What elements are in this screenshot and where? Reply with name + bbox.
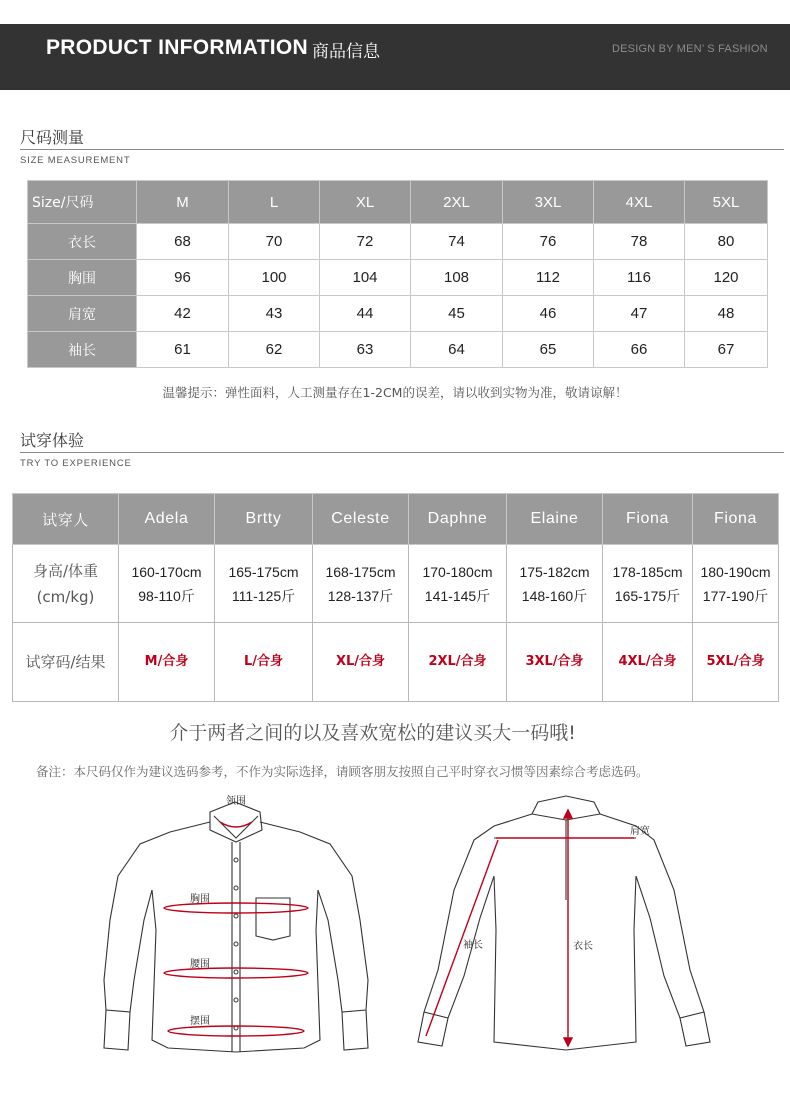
table-cell: 100	[229, 260, 320, 296]
chest-label: 胸围	[190, 894, 210, 905]
height-value: 165-175cm	[228, 563, 299, 580]
table-row	[28, 260, 768, 296]
table-cell: 76	[503, 224, 594, 260]
table-row	[28, 224, 768, 260]
row-label-shoulder: 肩宽	[28, 296, 137, 332]
height-value: 160-170cm	[131, 563, 202, 580]
page-title-cn: 商品信息	[312, 42, 380, 62]
hem-label: 摆围	[190, 1016, 210, 1027]
table-cell	[215, 545, 313, 623]
weight-value: 128-137斤	[327, 587, 394, 604]
try-section-title: 试穿体验	[20, 431, 85, 450]
try-table-header	[13, 494, 779, 545]
size-advice: 介于两者之间的以及喜欢宽松的建议买大一码哦!	[169, 722, 576, 744]
try-table-corner: 试穿人	[13, 494, 119, 545]
fit-result: XL/合身	[313, 623, 409, 702]
size-header-2xl: 2XL	[411, 181, 503, 224]
table-cell: 46	[503, 296, 594, 332]
height-value: 170-180cm	[422, 563, 493, 580]
back-measure-lines	[426, 810, 634, 1046]
table-cell	[119, 545, 215, 623]
table-cell	[409, 545, 507, 623]
table-cell: 70	[229, 224, 320, 260]
height-value: 175-182cm	[519, 563, 590, 580]
table-cell: 45	[411, 296, 503, 332]
table-cell: 74	[411, 224, 503, 260]
page-title: PRODUCT INFORMATION	[46, 36, 308, 59]
table-cell	[313, 545, 409, 623]
table-cell: 112	[503, 260, 594, 296]
table-cell: 80	[685, 224, 768, 260]
height-value: 180-190cm	[700, 563, 771, 580]
size-header-3xl: 3XL	[503, 181, 594, 224]
table-cell: 61	[137, 332, 229, 368]
row-label-length: 衣长	[28, 224, 137, 260]
row-label-height-weight	[13, 545, 119, 623]
size-section-divider	[20, 149, 784, 150]
table-cell: 64	[411, 332, 503, 368]
size-table-header	[28, 181, 768, 224]
table-cell: 120	[685, 260, 768, 296]
table-cell: 67	[685, 332, 768, 368]
fit-result: M/合身	[119, 623, 215, 702]
table-cell: 108	[411, 260, 503, 296]
table-cell: 66	[594, 332, 685, 368]
table-cell: 72	[320, 224, 411, 260]
row-label-line: 身高/体重	[32, 561, 99, 580]
person-name: Elaine	[507, 494, 603, 545]
size-table	[27, 180, 768, 368]
person-name: Brtty	[215, 494, 313, 545]
person-name: Fiona	[693, 494, 779, 545]
person-name: Daphne	[409, 494, 507, 545]
weight-value: 141-145斤	[424, 587, 491, 604]
table-cell: 42	[137, 296, 229, 332]
collar-label: 领围	[226, 796, 246, 807]
person-name: Celeste	[313, 494, 409, 545]
table-cell	[693, 545, 779, 623]
row-label-sleeve: 袖长	[28, 332, 137, 368]
table-cell: 47	[594, 296, 685, 332]
table-cell: 96	[137, 260, 229, 296]
weight-value: 177-190斤	[702, 587, 769, 604]
table-row	[13, 623, 779, 702]
brand-tagline: DESIGN BY MEN’ S FASHION	[612, 43, 768, 55]
table-cell: 116	[594, 260, 685, 296]
size-header-4xl: 4XL	[594, 181, 685, 224]
height-value: 168-175cm	[325, 563, 396, 580]
person-name: Adela	[119, 494, 215, 545]
size-header-xl: XL	[320, 181, 411, 224]
table-cell: 48	[685, 296, 768, 332]
weight-value: 165-175斤	[614, 587, 681, 604]
table-cell: 63	[320, 332, 411, 368]
table-row	[28, 296, 768, 332]
front-measure-lines	[164, 822, 308, 1036]
table-cell: 65	[503, 332, 594, 368]
table-cell: 68	[137, 224, 229, 260]
fit-result: 4XL/合身	[603, 623, 693, 702]
size-table-corner: Size/尺码	[28, 181, 137, 224]
waist-label: 腰围	[190, 959, 210, 970]
person-name: Fiona	[603, 494, 693, 545]
size-header-5xl: 5XL	[685, 181, 768, 224]
row-label-chest: 胸围	[28, 260, 137, 296]
weight-value: 111-125斤	[231, 587, 296, 604]
height-value: 178-185cm	[612, 563, 683, 580]
size-header-l: L	[229, 181, 320, 224]
measurement-note: 温馨提示：弹性面料，人工测量存在1-2CM的误差，请以收到实物为准，敬请谅解！	[162, 385, 628, 400]
shoulder-label: 肩宽	[630, 826, 650, 837]
table-cell: 104	[320, 260, 411, 296]
try-section-subtitle: TRY TO EXPERIENCE	[20, 458, 132, 469]
shirt-measurement-diagram	[0, 780, 790, 1118]
sizing-remark: 备注：本尺码仅作为建议选码参考，不作为实际选择，请顾客朋友按照自己平时穿衣习惯等因素综合考虑选码。	[36, 764, 649, 779]
weight-value: 148-160斤	[521, 587, 588, 604]
shirt-front-illustration	[104, 802, 368, 1052]
fit-result: 5XL/合身	[693, 623, 779, 702]
fit-result: L/合身	[215, 623, 313, 702]
try-on-table	[12, 493, 779, 702]
table-row	[13, 545, 779, 623]
table-cell: 44	[320, 296, 411, 332]
sleeve-label: 袖长	[463, 940, 483, 951]
shirt-front-buttons	[234, 858, 238, 1030]
fit-result: 2XL/合身	[409, 623, 507, 702]
table-cell	[603, 545, 693, 623]
size-section-subtitle: SIZE MEASUREMENT	[20, 155, 131, 166]
length-label: 衣长	[573, 941, 593, 952]
size-section-title: 尺码测量	[20, 128, 85, 147]
table-cell	[507, 545, 603, 623]
try-section-divider	[20, 452, 784, 453]
table-cell: 43	[229, 296, 320, 332]
size-header-m: M	[137, 181, 229, 224]
weight-value: 98-110斤	[138, 587, 195, 604]
row-label-fit: 试穿码/结果	[13, 623, 119, 702]
fit-result: 3XL/合身	[507, 623, 603, 702]
shirt-back-illustration	[418, 796, 710, 1050]
table-cell: 62	[229, 332, 320, 368]
table-cell: 78	[594, 224, 685, 260]
table-row	[28, 332, 768, 368]
row-label-unit: (cm/kg)	[36, 587, 95, 606]
